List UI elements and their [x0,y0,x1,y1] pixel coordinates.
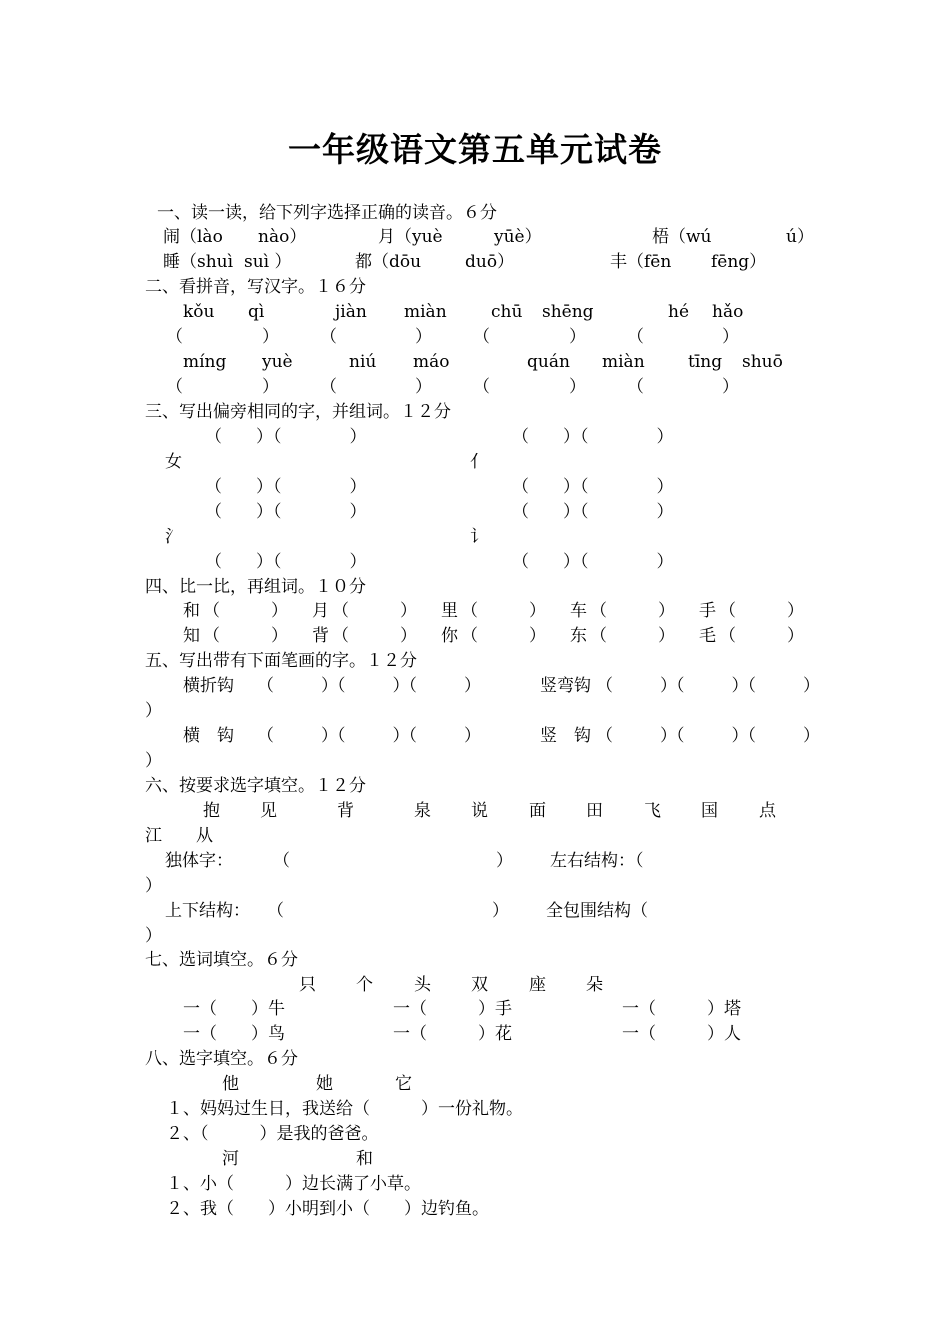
choice-char: 飞 [644,801,661,821]
blank-pair: （ ）（ ） [205,502,367,522]
s1-option-b: nào） [258,227,307,247]
pinyin: míng [183,352,227,372]
fill-item: 一（ ）手 [393,999,512,1019]
s1-option-a: （lào [180,227,223,247]
stroke-blanks: （ ）（ ）（ ） [596,676,819,696]
answer-box-open: （ [166,377,183,397]
s1-option-a: （dōu [372,252,422,272]
compare-char: 东 [570,626,587,646]
stroke-blanks: （ ）（ ）（ ） [596,726,819,746]
measure-word: 头 [414,975,431,995]
compare-blank: （ ） [461,601,546,621]
s1-option-b: fēng） [711,252,767,272]
choice-char: 点 [759,801,776,821]
pinyin: qì [248,302,265,322]
pinyin: niú [349,352,377,372]
answer-box-close: ） [262,377,279,397]
pinyin: chū [491,302,523,322]
s1-option-a: （wú [669,227,712,247]
choice-chars-tail: 江 从 [145,826,213,846]
stroke-blanks: （ ）（ ）（ ） [257,676,480,696]
radical: 氵 [165,527,182,547]
s1-option-b: duō） [465,252,515,272]
s1-option-b: suì ） [244,252,292,272]
fill-item: 一（ ）花 [393,1024,512,1044]
blank-pair: （ ）（ ） [205,427,367,447]
compare-blank: （ ） [203,626,288,646]
answer-box-close: ） [569,327,586,347]
s1-char: 闹 [163,227,180,247]
pinyin: miàn [602,352,645,372]
answer-box-close: ） [722,327,739,347]
measure-word: 座 [529,975,546,995]
compare-char: 你 [441,626,458,646]
section-1-heading: 一、读一读，给下列字选择正确的读音。６分 [157,203,497,223]
category-label: 全包围结构（ [546,901,648,921]
s1-char: 月 [378,227,395,247]
section-7-heading: 七、选词填空。６分 [145,950,298,970]
stroke-label: 竖弯钩 [540,676,591,696]
blank-pair: （ ）（ ） [512,502,674,522]
answer-box-open: （ [267,901,284,921]
answer-box-close: ） [145,926,162,946]
stroke-blank-tail: ） [145,701,162,721]
s1-option-a: （yuè [395,227,443,247]
compare-blank: （ ） [590,601,675,621]
choice-char: 田 [586,801,603,821]
radical: 亻 [470,452,487,472]
pronoun-choice: 他 [222,1074,239,1094]
compare-blank: （ ） [590,626,675,646]
answer-box-open: （ [273,851,290,871]
category-label: 独体字： [165,851,233,871]
measure-word: 个 [356,975,373,995]
stroke-blank-tail: ） [145,751,162,771]
answer-box-close: ） [262,327,279,347]
section-8-heading: 八、选字填空。６分 [145,1049,298,1069]
answer-box-open: （ [320,377,337,397]
measure-word: 只 [299,975,316,995]
choice-char: 见 [260,801,277,821]
s1-option-a: （shuì [180,252,234,272]
answer-box-open: （ [166,327,183,347]
category-label: 左右结构：（ [550,851,644,871]
compare-char: 里 [441,601,458,621]
answer-box-open: （ [473,327,490,347]
category-label: 上下结构： [165,901,250,921]
s1-char: 都 [355,252,372,272]
answer-box-close: ） [415,377,432,397]
s1-option-b: yūè） [494,227,542,247]
measure-word: 朵 [586,975,603,995]
fill-item: 一（ ）牛 [183,999,285,1019]
compare-char: 知 [183,626,200,646]
compare-blank: （ ） [719,626,804,646]
stroke-label: 横 钩 [183,726,234,746]
pronoun-choice: 她 [316,1074,333,1094]
choice-char: 背 [337,801,354,821]
answer-box-open: （ [627,327,644,347]
fill-item: 一（ ）人 [622,1024,741,1044]
compare-blank: （ ） [203,601,288,621]
blank-pair: （ ）（ ） [205,477,367,497]
s1-char: 梧 [652,227,669,247]
answer-box-close: ） [722,377,739,397]
pinyin: shēng [542,302,594,322]
fill-item: 一（ ）鸟 [183,1024,285,1044]
homophone-choice: 河 [222,1149,239,1169]
s1-option-a: （fēn [627,252,672,272]
choice-char: 泉 [414,801,431,821]
choice-char: 抱 [203,801,220,821]
pinyin: máo [413,352,450,372]
compare-char: 和 [183,601,200,621]
stroke-label: 竖 钩 [540,726,591,746]
question: １、妈妈过生日，我送给（ ）一份礼物。 [166,1099,523,1119]
answer-box-close: ） [415,327,432,347]
answer-box-close: ） [496,851,513,871]
section-4-heading: 四、比一比，再组词。１０分 [145,577,366,597]
compare-char: 月 [312,601,329,621]
compare-char: 毛 [699,626,716,646]
fill-item: 一（ ）塔 [622,999,741,1019]
answer-box-open: （ [473,377,490,397]
question: １、小（ ）边长满了小草。 [166,1174,421,1194]
stroke-label: 横折钩 [183,676,234,696]
answer-box-open: （ [627,377,644,397]
choice-char: 面 [529,801,546,821]
pinyin: kǒu [183,302,215,322]
pinyin: shuō [742,352,783,372]
answer-box-close: ） [145,876,162,896]
blank-pair: （ ）（ ） [512,552,674,572]
blank-pair: （ ）（ ） [512,427,674,447]
homophone-choice: 和 [356,1149,373,1169]
section-2-heading: 二、看拼音，写汉字。１６分 [145,277,366,297]
s1-option-b: ú） [786,227,814,247]
compare-blank: （ ） [719,601,804,621]
compare-blank: （ ） [461,626,546,646]
pinyin: tīng [688,352,723,372]
compare-blank: （ ） [332,626,417,646]
section-3-heading: 三、写出偏旁相同的字，并组词。１２分 [145,402,451,422]
question: ２、我（ ）小明到小（ ）边钓鱼。 [166,1199,489,1219]
pinyin: hǎo [712,302,744,322]
page-title: 一年级语文第五单元试卷 [288,130,662,169]
radical: 讠 [470,527,487,547]
choice-char: 说 [471,801,488,821]
answer-box-open: （ [320,327,337,347]
blank-pair: （ ）（ ） [205,552,367,572]
compare-char: 车 [570,601,587,621]
radical: 女 [165,452,182,472]
pinyin: jiàn [335,302,367,322]
pinyin: miàn [404,302,447,322]
compare-char: 手 [699,601,716,621]
stroke-blanks: （ ）（ ）（ ） [257,726,480,746]
pinyin: hé [668,302,690,322]
question: ２、（ ）是我的爸爸。 [166,1124,379,1144]
compare-char: 背 [312,626,329,646]
s1-char: 睡 [163,252,180,272]
answer-box-close: ） [492,901,509,921]
answer-box-close: ） [569,377,586,397]
s1-char: 丰 [610,252,627,272]
section-5-heading: 五、写出带有下面笔画的字。１２分 [145,651,417,671]
pronoun-choice: 它 [395,1074,412,1094]
measure-word: 双 [471,975,488,995]
blank-pair: （ ）（ ） [512,477,674,497]
pinyin: yuè [262,352,293,372]
section-6-heading: 六、按要求选字填空。１２分 [145,776,366,796]
choice-char: 国 [701,801,718,821]
compare-blank: （ ） [332,601,417,621]
pinyin: quán [527,352,570,372]
